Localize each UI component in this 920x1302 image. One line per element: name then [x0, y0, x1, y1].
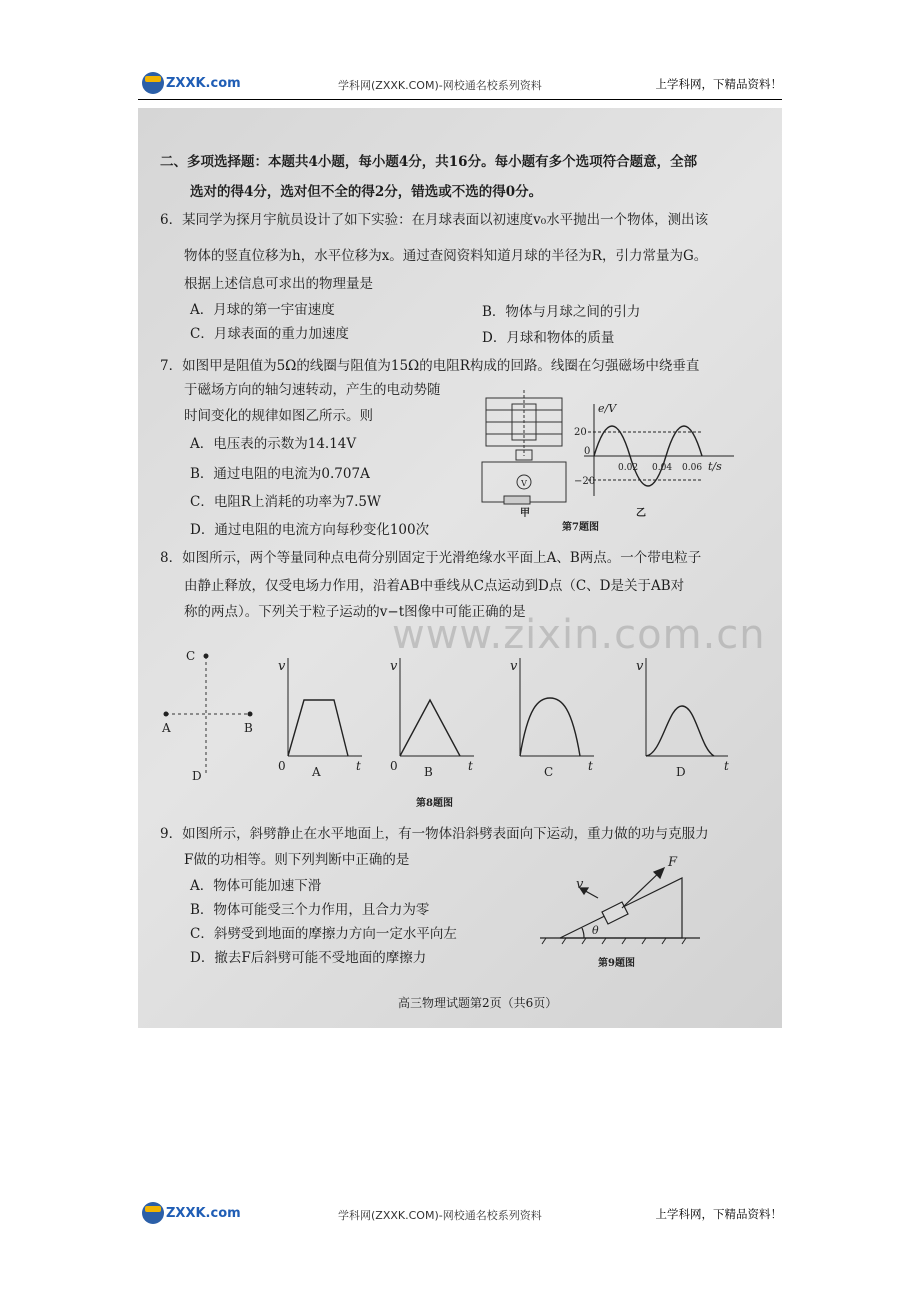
header-rule: [138, 99, 782, 100]
q8-charge-diagram: [158, 644, 268, 784]
q7-line2: 于磁场方向的轴匀速转动，产生的电动势随: [184, 382, 441, 398]
q6-option-c: C．月球表面的重力加速度: [190, 326, 349, 342]
q7-line3: 时间变化的规律如图乙所示。则: [184, 408, 373, 424]
q9-label-v: v: [576, 877, 584, 892]
q9-caption: 第9题图: [598, 958, 635, 969]
footer-center-text: 学科网(ZXXK.COM)-网校通名校系列资料: [338, 1209, 542, 1222]
q7-tick-2: 0.04: [652, 463, 673, 473]
q6-line1: 6．某同学为探月宇航员设计了如下实验：在月球表面以初速度v₀水平抛出一个物体，测出该: [160, 212, 709, 228]
exam-page-photo: [138, 108, 782, 1028]
footer-right-text: 上学科网，下精品资料！: [655, 1207, 782, 1221]
q7-figure-left: [474, 390, 578, 518]
q8-label-d: D: [192, 769, 202, 783]
q7-option-a: A．电压表的示数为14.14V: [190, 436, 357, 452]
q7-option-d: D．通过电阻的电流方向每秒变化100次: [190, 522, 430, 538]
q7-option-c: C．电阻R上消耗的功率为7.5W: [190, 494, 381, 510]
q7-y-bottom: −20: [574, 476, 596, 487]
header-center-text: 学科网(ZXXK.COM)-网校通名校系列资料: [338, 79, 542, 92]
q7-origin: 0: [584, 446, 591, 457]
page-header: [138, 70, 782, 100]
q8-graph-b: [390, 648, 480, 780]
q9-incline-diagram: [536, 852, 704, 948]
graduation-cap-icon: [142, 72, 164, 94]
graduation-cap-icon: [142, 1202, 164, 1224]
q6-line2: 物体的竖直位移为h，水平位移为x。通过查阅资料知道月球的半径为R，引力常量为G。: [184, 248, 708, 264]
q7-axis-x: t/s: [708, 460, 722, 473]
q7-fig-right-label: 乙: [636, 508, 646, 519]
page-number-footer: 高三物理试题第2页（共6页）: [398, 996, 558, 1010]
q8-d-axis-t: t: [724, 759, 729, 773]
q7-line1: 7．如图甲是阻值为5Ω的线圈与阻值为15Ω的电阻R构成的回路。线圈在匀强磁场中绕垂直: [160, 358, 700, 374]
q8-line2: 由静止释放，仅受电场力作用，沿着AB中垂线从C点运动到D点（C、D是关于AB对: [184, 578, 685, 594]
section-heading: 二、多项选择题：本题共4小题，每小题4分，共16分。每小题有多个选项符合题意，全部: [160, 154, 698, 170]
q9-label-f: F: [668, 855, 678, 870]
q8-label-c: C: [186, 649, 196, 663]
q8-d-label: D: [676, 765, 686, 779]
q7-fig-left-label: 甲: [520, 508, 530, 519]
q8-b-label: B: [424, 765, 433, 779]
q8-a-axis-v: v: [278, 659, 286, 674]
q6-option-a: A．月球的第一宇宙速度: [190, 302, 335, 318]
q8-line3: 称的两点）。下列关于粒子运动的v−t图像中可能正确的是: [184, 604, 526, 620]
q8-c-axis-v: v: [510, 659, 518, 674]
site-logo[interactable]: ZXXK.com: [142, 70, 241, 96]
q7-tick-1: 0.02: [618, 463, 639, 473]
q9-option-c: C．斜劈受到地面的摩擦力方向一定水平向左: [190, 926, 457, 942]
page-footer: [138, 1200, 782, 1230]
q8-a-zero: 0: [278, 759, 286, 773]
q9-line2: F做的功相等。则下列判断中正确的是: [184, 852, 410, 868]
q8-b-axis-t: t: [468, 759, 473, 773]
q8-b-zero: 0: [390, 759, 398, 773]
q9-option-a: A．物体可能加速下滑: [190, 878, 322, 894]
q8-label-b: B: [244, 721, 253, 735]
q8-b-axis-v: v: [390, 659, 398, 674]
section-heading-2: 选对的得4分，选对但不全的得2分，错选或不选的得0分。: [190, 184, 543, 200]
q7-y-top: 20: [574, 427, 587, 438]
q7-option-b: B．通过电阻的电流为0.707A: [190, 466, 370, 482]
q8-d-axis-v: v: [636, 659, 644, 674]
q8-graph-c: [510, 648, 600, 780]
q7-axis-y: e/V: [598, 402, 617, 415]
site-logo-footer[interactable]: ZXXK.com: [142, 1200, 241, 1226]
q6-option-b: B．物体与月球之间的引力: [482, 304, 641, 320]
svg-text:V: V: [521, 479, 527, 488]
q7-tick-3: 0.06: [682, 463, 703, 473]
q8-line1: 8．如图所示，两个等量同种点电荷分别固定于光滑绝缘水平面上A、B两点。一个带电粒子: [160, 550, 702, 566]
q8-c-axis-t: t: [588, 759, 593, 773]
watermark: www.zixin.com.cn: [392, 612, 766, 658]
q8-c-label: C: [544, 765, 554, 779]
q9-option-d: D．撤去F后斜劈可能不受地面的摩擦力: [190, 950, 427, 966]
q9-option-b: B．物体可能受三个力作用，且合力为零: [190, 902, 430, 918]
q8-a-label: A: [312, 765, 321, 779]
q8-graph-d: [636, 648, 736, 780]
q6-option-d: D．月球和物体的质量: [482, 330, 615, 346]
q8-a-axis-t: t: [356, 759, 361, 773]
q6-line3: 根据上述信息可求出的物理量是: [184, 276, 373, 292]
q8-label-a: A: [162, 721, 171, 735]
header-right-text: 上学科网，下精品资料！: [655, 77, 782, 91]
q8-caption: 第8题图: [416, 798, 453, 809]
q7-caption: 第7题图: [562, 522, 599, 533]
q7-emf-graph: [574, 396, 738, 500]
q9-label-theta: θ: [592, 924, 599, 937]
q9-line1: 9．如图所示，斜劈静止在水平地面上，有一物体沿斜劈表面向下运动，重力做的功与克服力: [160, 826, 709, 842]
q8-graph-a: [278, 648, 368, 780]
